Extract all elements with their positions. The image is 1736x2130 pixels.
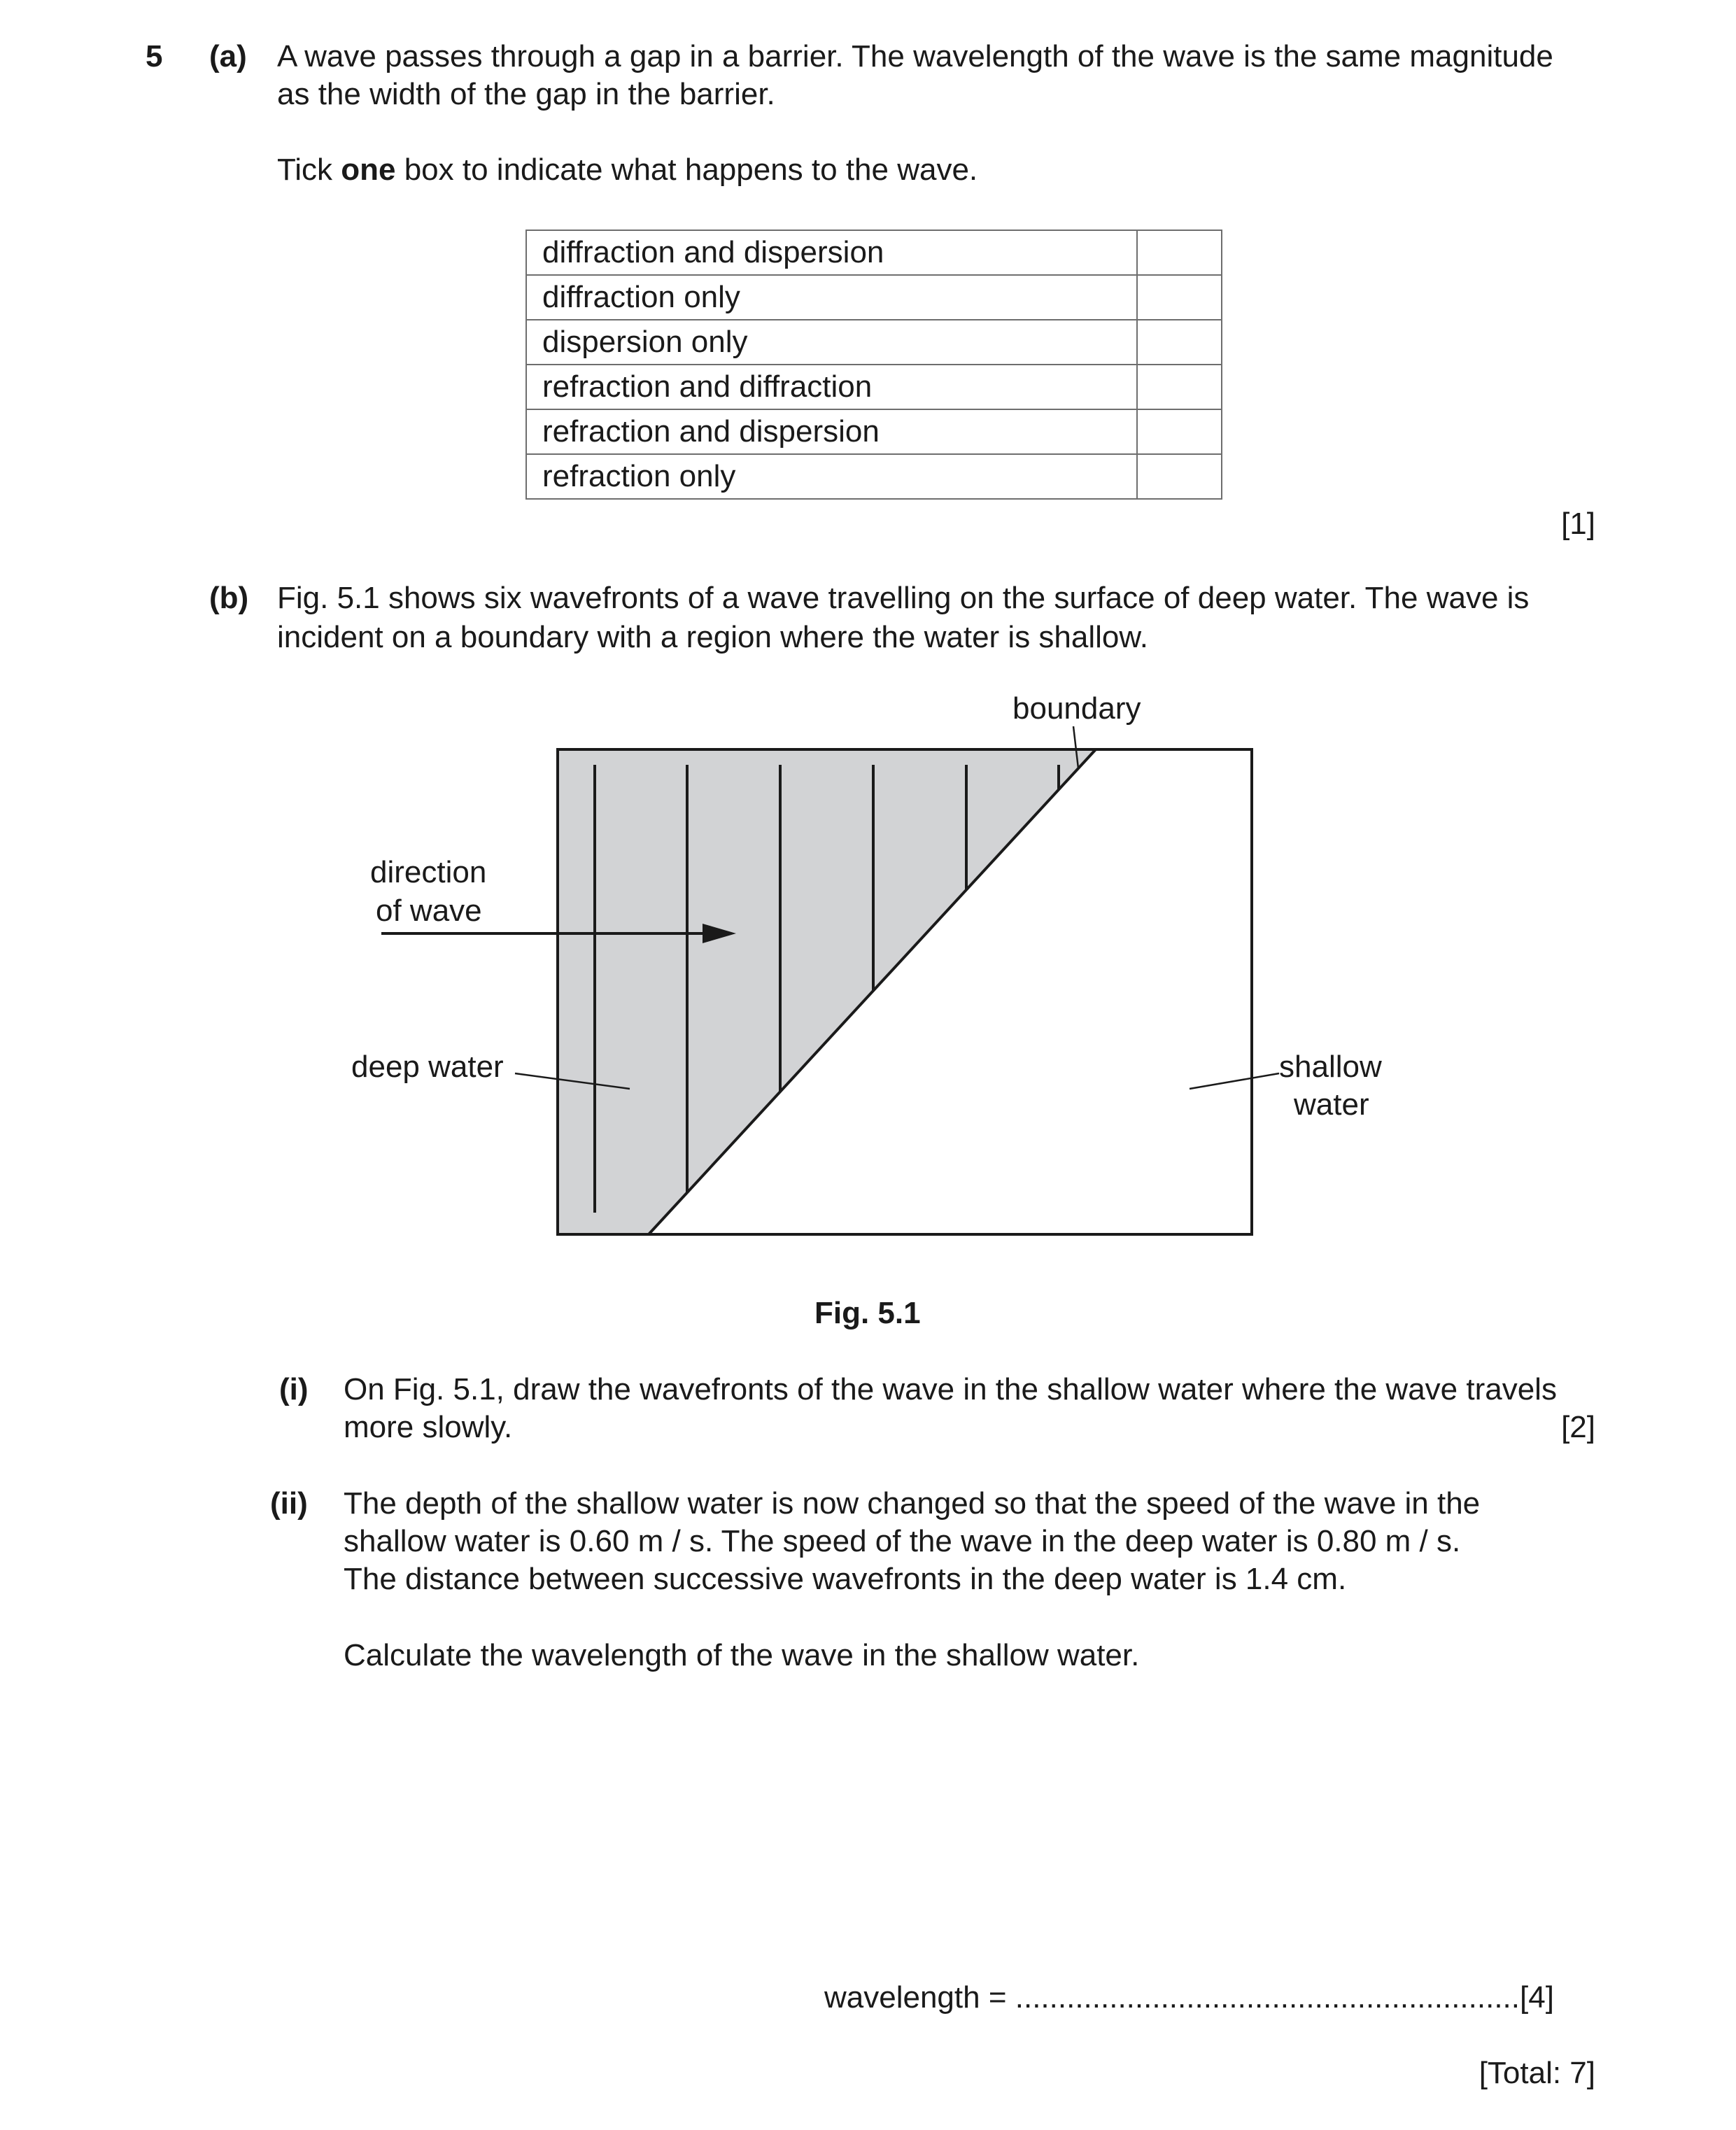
part-a-text-line-2: as the width of the gap in the barrier. — [277, 77, 775, 111]
total-marks: [Total: 7] — [1479, 2056, 1595, 2090]
part-b-ii-text-line-1: The depth of the shallow water is now changed so that the speed of the wave in the — [344, 1486, 1481, 1521]
part-a-label: (a) — [209, 39, 247, 73]
shallow-water-leader-line — [1190, 1073, 1279, 1089]
direction-label-line-1: direction — [370, 855, 487, 889]
part-b-ii-text-line-3: The distance between successive wavefronts in the deep water is 1.4 cm. — [344, 1562, 1347, 1596]
instruction-emphasis: one — [341, 153, 396, 187]
part-b-label: (b) — [209, 581, 249, 615]
part-b-text-line-1: Fig. 5.1 shows six wavefronts of a wave travelling on the surface of deep water. The wave is — [277, 581, 1530, 615]
deep-water-label: deep water — [351, 1050, 504, 1084]
direction-label-line-2: of wave — [376, 894, 482, 928]
part-b-i-marks: [2] — [1561, 1410, 1595, 1444]
part-a-text-line-1: A wave passes through a gap in a barrier. The wavelength of the wave is the same magnitude — [277, 39, 1553, 73]
option-label: refraction only — [526, 454, 1137, 499]
option-label: diffraction and dispersion — [526, 230, 1137, 275]
answer-line — [824, 1979, 1554, 2017]
part-b-ii-text-line-2: shallow water is 0.60 m / s. The speed of the wave in the deep water is 0.80 m / s. — [344, 1524, 1461, 1558]
part-b-i-text-line-2: more slowly. — [344, 1410, 513, 1444]
part-b-ii-marks: [4] — [1520, 1980, 1554, 2015]
answer-label: wavelength = — [824, 1980, 1015, 2015]
option-label: dispersion only — [526, 320, 1137, 365]
shallow-water-label-line-1: shallow — [1279, 1050, 1382, 1084]
option-label: diffraction only — [526, 275, 1137, 320]
figure-caption: Fig. 5.1 — [814, 1296, 921, 1330]
part-b-text-line-2: incident on a boundary with a region where the water is shallow. — [277, 620, 1148, 654]
shallow-water-label-line-2: water — [1294, 1087, 1369, 1122]
answer-field[interactable]: ........................................................... — [1015, 1980, 1520, 2015]
option-label: refraction and diffraction — [526, 365, 1137, 409]
part-b-i-label: (i) — [279, 1372, 309, 1406]
instruction-pre: Tick — [277, 153, 341, 187]
part-a-marks: [1] — [1561, 507, 1595, 541]
part-b-ii-label: (ii) — [270, 1486, 308, 1521]
deep-water-region — [558, 749, 1096, 1234]
question-number: 5 — [146, 39, 163, 73]
instruction-post: box to indicate what happens to the wave. — [395, 153, 978, 187]
option-label: refraction and dispersion — [526, 409, 1137, 454]
boundary-label: boundary — [1012, 691, 1141, 726]
part-b-ii-instruction: Calculate the wavelength of the wave in the shallow water. — [344, 1638, 1140, 1672]
part-b-i-text-line-1: On Fig. 5.1, draw the wavefronts of the wave in the shallow water where the wave travels — [344, 1372, 1557, 1406]
